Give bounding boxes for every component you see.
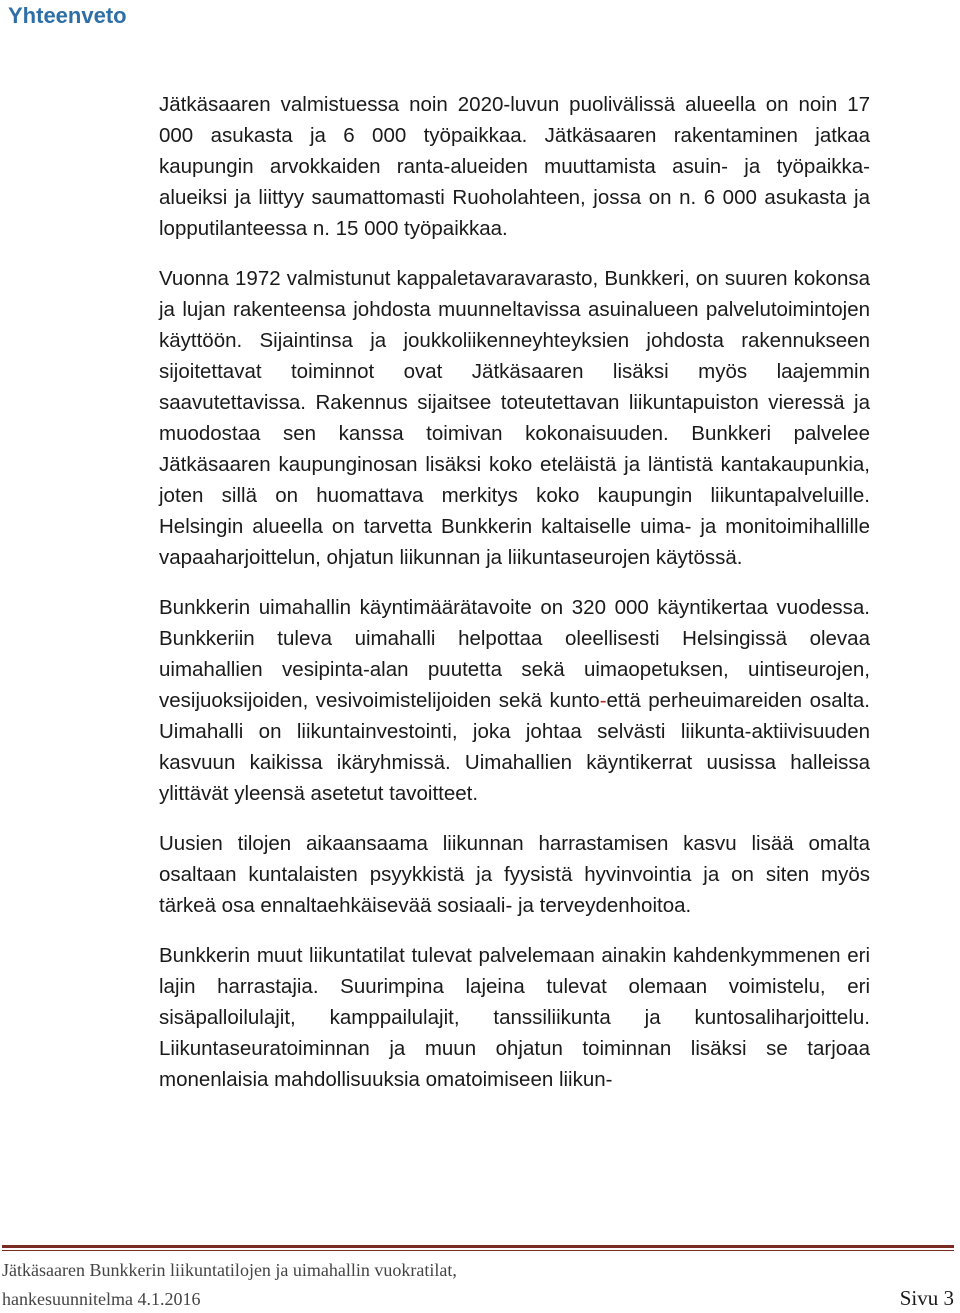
pool-text-red-hyphen: - bbox=[599, 689, 607, 712]
footer-divider bbox=[2, 1245, 954, 1248]
paragraph-2: Vuonna 1972 valmistunut kappaletavaravarasto, Bunkkeri, on suuren kokonsa ja lujan rakenteensa johdosta muunneltavissa asuinalueen palvelutoimintojen käyttöön. Sijaintinsa ja joukkoliikenneyhteyksien johdosta rakennukseen sijoitettavat toiminnot ovat Jätkäsaaren lisäksi myös laajemmin saavutettavissa. Rakennus sijaitsee toteutettavan liikuntapuiston vieressä ja muodostaa sen kanssa toimivan kokonaisuuden. Bunkkeri palvelee Jätkäsaaren kaupunginosan lisäksi koko eteläistä ja läntistä kantakaupunkia, joten sillä on huomattava merkitys koko kaupungin liikuntapalveluille. Helsingin alueella on tarvetta Bunkkerin kaltaiselle uima- ja monitoimihallille vapaaharjoittelun, ohjatun liikunnan ja liikuntaseurojen käytössä. bbox=[159, 267, 870, 569]
paragraph-1: Jätkäsaaren valmistuessa noin 2020-luvun puolivälissä alueella on noin 17 000 asukasta ja 6 000 työpaikkaa. Jätkäsaaren rakentaminen jatkaa kaupungin arvokkaiden ranta-alueiden muuttamista asuin- ja työpaikka-alueiksi ja liittyy saumattomasti Ruoholahteen, jossa on n. 6 000 asukasta ja lopputilanteessa n. 15 000 työpaikkaa. bbox=[159, 93, 870, 240]
page-number: Sivu 3 bbox=[899, 1286, 954, 1310]
paragraph-3-pool bbox=[159, 592, 870, 809]
page-footer bbox=[2, 1256, 954, 1313]
footer-second-line bbox=[2, 1284, 954, 1313]
page-heading: Yhteenveto bbox=[8, 3, 127, 28]
footer-title: Jätkäsaaren Bunkkerin liikuntatilojen ja uimahallin vuokratilat, bbox=[2, 1260, 457, 1280]
paragraph-5: Bunkkerin muut liikuntatilat tulevat palvelemaan ainakin kahdenkymmenen eri lajin harrastajia. Suurimpina lajeina tulevat olemaan voimistelu, eri sisäpalloilulajit, kamppailulajit, tanssiliikunta ja kuntosaliharjoittelu. Liikuntaseuratoiminnan ja muun ohjatun toiminnan lisäksi se tarjoaa monenlaisia mahdollisuuksia omatoimiseen liikun- bbox=[159, 944, 870, 1091]
paragraph-4: Uusien tilojen aikaansaama liikunnan harrastamisen kasvu lisää omalta osaltaan kuntalaisten psyykkistä ja fyysistä hyvinvointia ja on siten myös tärkeä osa ennaltaehkäisevää sosiaali- ja terveydenhoitoa. bbox=[159, 832, 870, 917]
body-text bbox=[159, 89, 870, 1114]
pool-text-start: Bunkkerin uimahallin käyntimäärätavoite on 320 000 käyntikertaa vuodessa. Bunkkeriin tuleva uimahalli helpottaa oleellisesti Helsingissä olevaa uimahallien vesipinta-alan puutetta sekä uimaopetuksen, uintiseurojen, vesijuoksijoiden, vesivoimistelijoiden sekä kunto bbox=[159, 596, 870, 712]
footer-divider-thin bbox=[2, 1250, 954, 1251]
pool-text-end: että perheuimareiden osalta. Uimahalli on liikuntainvestointi, joka johtaa selvästi liikunta-aktiivisuuden kasvuun kaikissa ikäryhmissä. Uimahallien käyntikerrat uusissa halleissa ylittävät yleensä asetetut tavoitteet. bbox=[159, 689, 870, 805]
footer-date: hankesuunnitelma 4.1.2016 bbox=[2, 1289, 201, 1309]
